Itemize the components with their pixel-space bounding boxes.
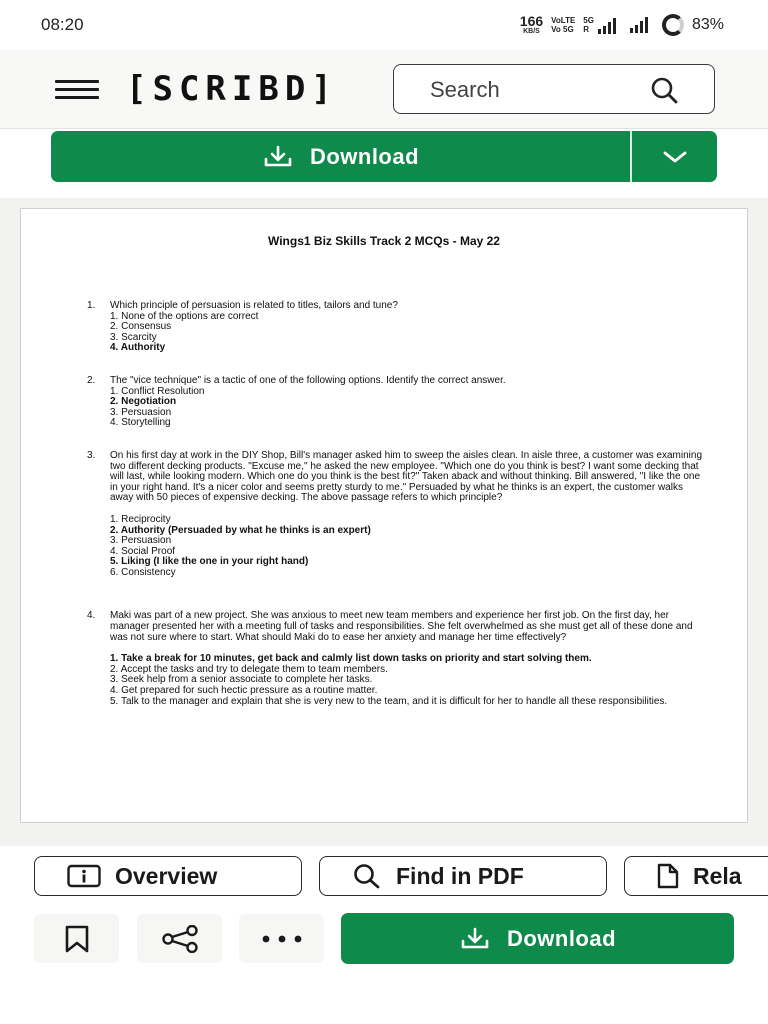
download-options-button[interactable] <box>632 131 717 182</box>
tab-overview[interactable] <box>34 856 302 896</box>
document-body <box>87 301 707 707</box>
battery-percent: 83% <box>691 16 724 33</box>
network-speed <box>519 12 544 36</box>
option-answer: 1. Take a break for 10 minutes, get back and calmly list down tasks on priority and start solving them. <box>110 653 592 665</box>
network-speed-unit: KB/S <box>523 27 540 35</box>
signal-bars-icon <box>598 18 616 34</box>
bottom-toolbar <box>0 846 768 1024</box>
download-button[interactable] <box>51 131 630 182</box>
question-number: 2. <box>87 374 96 386</box>
option: 2. Consensus <box>110 321 172 333</box>
option-list <box>110 387 707 429</box>
question-number: 3. <box>87 449 96 461</box>
option-answer: 2. Negotiation <box>110 396 177 408</box>
tab-find-in-pdf[interactable] <box>319 856 607 896</box>
option: 3. Scarcity <box>110 331 157 343</box>
tab-find-label: Find in PDF <box>396 862 524 889</box>
app-header <box>0 50 768 129</box>
save-button[interactable] <box>34 914 119 963</box>
status-bar <box>0 0 768 50</box>
bottom-download-label: Download <box>506 925 617 951</box>
bottom-download-button[interactable] <box>341 913 734 964</box>
signal-roaming-label: R <box>583 25 590 34</box>
question-text: The "vice technique" is a tactic of one of the following options. Identify the correct answer. <box>110 374 506 386</box>
option-answer: 4. Authority <box>110 342 166 354</box>
signal-bars-sim2-icon <box>630 17 648 33</box>
option-answer: 2. Authority (Persuaded by what he thinks is an expert) <box>110 524 371 536</box>
share-button[interactable] <box>137 914 222 963</box>
download-label: Download <box>309 143 420 169</box>
bookmark-icon <box>62 925 92 953</box>
question <box>87 611 707 707</box>
question <box>87 301 707 354</box>
option: 2. Accept the tasks and try to delegate them to team members. <box>110 663 388 675</box>
option: 4. Storytelling <box>110 417 171 429</box>
question-number: 1. <box>87 300 96 311</box>
option: 3. Persuasion <box>110 535 172 547</box>
document-page <box>20 208 748 823</box>
question <box>87 376 707 429</box>
document-title: Wings1 Biz Skills Track 2 MCQs - May 22 <box>268 234 500 248</box>
signal-sim1 <box>583 16 616 34</box>
option: 3. Persuasion <box>110 406 172 418</box>
chevron-down-icon <box>662 150 688 164</box>
option: 4. Get prepared for such hectic pressure as a routine matter. <box>110 685 378 697</box>
download-tray-icon <box>459 927 491 951</box>
option: 1. Reciprocity <box>110 513 171 525</box>
status-indicators <box>520 14 724 36</box>
info-icon <box>67 864 101 888</box>
battery-icon <box>662 14 684 36</box>
question-text: Which principle of persuasion is related to titles, tailors and tune? <box>110 300 398 311</box>
question-text: On his first day at work in the DIY Shop, Bill's manager asked him to sweep the aisles clean. In aisle three, a customer was examining two different decking products. "Excuse me," he asked the new employee. "Which one do you think is best? I want some decking that will last, while looking modern. Which one do you think is the best fit?" Taken aback and without thinking. Bill answered, "I like the one in your right hand. It's a nicer color and seems pretty sturdy to me." Persuaded by what he thinks is an expert, the customer walks away with 50 pieces of expensive decking. The above passage refers to which principle? <box>110 449 703 504</box>
signal-sim1-label <box>583 16 594 34</box>
document-viewer[interactable] <box>0 198 768 846</box>
magnifier-icon <box>352 863 382 889</box>
document-icon <box>657 863 679 889</box>
search-box[interactable] <box>393 64 715 114</box>
scribd-logo[interactable]: [SCRIBD] <box>126 69 338 109</box>
option-list <box>110 515 707 579</box>
option-list <box>110 312 707 354</box>
magnifier-icon[interactable] <box>650 76 678 104</box>
tab-related[interactable] <box>624 856 768 896</box>
option: 1. None of the options are correct <box>110 310 259 322</box>
option: 3. Seek help from a senior associate to complete her tasks. <box>110 674 373 686</box>
volte-bottom: Vo 5G <box>551 25 574 34</box>
option-list <box>110 654 707 707</box>
hamburger-menu-icon[interactable] <box>55 80 99 98</box>
option: 4. Social Proof <box>110 545 176 557</box>
tab-overview-label: Overview <box>115 862 218 889</box>
top-download-bar <box>51 131 717 182</box>
download-tray-icon <box>262 145 294 169</box>
network-speed-value: 166 <box>519 12 544 29</box>
volte-top: VoLTE <box>551 16 576 25</box>
volte-indicator <box>551 16 575 34</box>
more-dots-icon <box>260 934 304 944</box>
share-icon <box>160 925 200 953</box>
option-answer: 5. Liking (I like the one in your right hand) <box>110 556 309 568</box>
more-options-button[interactable] <box>239 914 324 963</box>
option: 1. Conflict Resolution <box>110 385 205 397</box>
question <box>87 451 707 579</box>
search-input[interactable] <box>428 75 632 105</box>
status-time: 08:20 <box>41 15 84 34</box>
question-text: Maki was part of a new project. She was anxious to meet new team members and experience her first job. On the first day, her manager presented her with a meeting full of tasks and responsibilities. She felt overwhelmed as she must get all of these done and was not sure where to start. What should Maki do to ease her anxiety and manage her time effectively? <box>110 610 693 643</box>
signal-5g-label: 5G <box>583 16 594 25</box>
question-number: 4. <box>87 610 96 622</box>
option: 6. Consistency <box>110 566 176 578</box>
tab-related-label: Rela <box>693 862 742 889</box>
option: 5. Talk to the manager and explain that she is very new to the team, and it is difficult for her to handle all these responsibilities. <box>110 695 668 707</box>
